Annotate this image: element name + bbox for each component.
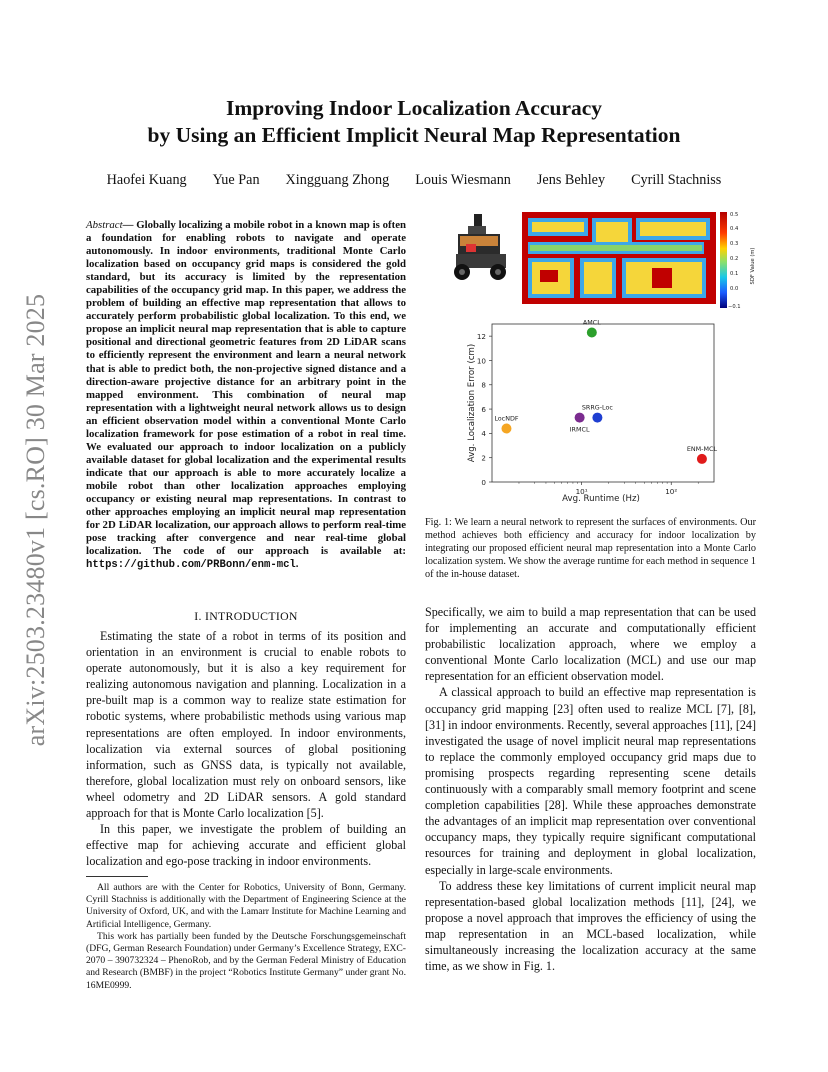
abstract-end: . — [295, 558, 299, 571]
footnotes — [86, 882, 406, 992]
section-heading: I. INTRODUCTION — [194, 609, 298, 623]
paragraph: In this paper, we investigate the problem of building an effective map for achieving accurate and efficient global localization and ego-pose tracking in indoor environments. — [86, 822, 406, 869]
title-line-2: by Using an Efficient Implicit Neural Map Representation — [147, 123, 681, 147]
colorbar-tick: 0.0 — [730, 286, 739, 292]
data-point — [575, 413, 585, 423]
colorbar-tick: 0.4 — [730, 226, 739, 232]
y-tick-label: 10 — [476, 356, 486, 366]
paragraph: Estimating the state of a robot in terms of its position and orientation in an environment is crucial to enable robots to operate autonomously, but it is also a key requirement for realizing autonomous navigation and planning. Localization in a pre-built map is a common way to realize state estimation for robotic systems, where probabilistic methods using various map representations are often employed. In indoor environments, localization via external sources of global positioning information, such as GNSS data, is typically not available, therefore, global localization must rely on onboard sensors, like wheel odometry and 2D LiDAR sensors. A gold standard approach for that is Monte Carlo localization [5]. — [86, 629, 406, 821]
y-tick-label: 4 — [481, 429, 486, 439]
author: Xingguang Zhong — [285, 172, 390, 188]
paragraph: To address these key limitations of current implicit neural map representation-based global localization methods [11], [24], we propose a novel approach that improves the efficiency of using the map representation in an MCL-based localization, while simultaneously increasing the localization accuracy at the same time, as we show in Fig. 1. — [425, 878, 756, 974]
point-label: ENM-MCL — [686, 444, 718, 453]
colorbar-tick: 0.1 — [730, 271, 739, 277]
y-tick-label: 6 — [481, 404, 486, 414]
y-tick-label: 2 — [481, 453, 486, 463]
author: Haofei Kuang — [106, 172, 187, 188]
colorbar-tick: 0.5 — [730, 212, 739, 218]
x-tick-label: 10² — [665, 487, 678, 496]
chart-layer — [477, 319, 718, 496]
figure-robot-and-map — [440, 204, 760, 312]
author: Jens Behley — [536, 172, 606, 188]
footnote-rule — [86, 876, 148, 877]
y-tick-label: 0 — [481, 477, 486, 487]
data-point — [501, 424, 511, 434]
title-line-1: Improving Indoor Localization Accuracy — [225, 96, 603, 120]
paragraph: A classical approach to build an effective map representation is occupancy grid mapping [23] often used to realize MCL [7], [8], [31] in indoor environments. Recently, several approaches [11], [24] investigated the usage of novel implicit neural map representations to replace the commonly employed occupancy grid maps due to promising prospects regarding representing scene details continuously with a comparably small memory footprint and scene completion capabilities [28]. While these approaches demonstrate the advantages of an implicit map representation over conventional occupancy maps, they typically require significant computational resources for training and deployment in global localization, especially in large-scale environments. — [425, 685, 756, 877]
data-point — [592, 413, 602, 423]
colorbar-tick: 0.3 — [730, 241, 739, 247]
scatter-chart — [462, 318, 722, 508]
arxiv-stamp — [16, 285, 56, 755]
abstract — [86, 219, 406, 572]
figure-caption: Fig. 1: We learn a neural network to represent the surfaces of environments. Our method achieves both efficiency and accuracy for indoor localization by integrating our proposed efficient neural map representation into a Monte Carlo localization system. We show the average runtime for each method in sequence 1 of the in-house dataset. — [425, 517, 756, 581]
abstract-label: Abstract — [86, 219, 123, 231]
author: Yue Pan — [212, 172, 260, 188]
x-axis-label: Avg. Runtime (Hz) — [562, 494, 640, 504]
point-label: AMCL — [582, 318, 601, 327]
code-link[interactable]: https://github.com/PRBonn/enm-mcl — [86, 559, 296, 572]
colorbar-tick: −0.1 — [728, 304, 741, 310]
point-label: LocNDF — [494, 414, 519, 423]
author: Louis Wiesmann — [415, 172, 511, 188]
sdf-colorbar — [720, 212, 727, 308]
y-tick-label: 12 — [476, 331, 486, 341]
author-list — [90, 172, 738, 189]
author: Cyrill Stachniss — [631, 172, 722, 188]
paper-title — [100, 95, 728, 149]
data-point — [697, 454, 707, 464]
paragraph: Specifically, we aim to build a map representation that can be used for implementing an accurate and computationally efficient probabilistic localization approach, where we employ a conventional Monte Carlo localization (MCL) and use our map representation for an efficient observation model. — [425, 605, 756, 684]
sdf-map — [522, 212, 716, 304]
point-label: SRRG-Loc — [581, 403, 613, 412]
left-column-text — [86, 628, 406, 869]
footnote: This work has partially been funded by the Deutsche Forschungsgemeinschaft (DFG, German Research Foundation) under Germany’s Excellence Strategy, EXC-2070 – 390732324 – PhenoRob, and by the German Federal Ministry of Education and Research (BMBF) in the project “Robotics Institute Germany” under grant No. 16ME0999. — [86, 930, 406, 991]
right-column-text — [425, 604, 756, 974]
abstract-text: — Globally localizing a mobile robot in a known map is often a foundation for enabling robots to navigate and operate autonomously. In indoor environments, traditional Monte Carlo localization based on occupancy grid maps is considered the gold standard, but its accuracy is limited by the representation capabilities of the occupancy grid map. In this paper, we address the problem of building an effective map representation that allows to accurately perform probabilistic global localization. To this end, we propose an implicit neural map representation that is able to capture positional and directional geometric features from 2D LiDAR scans to efficiently represent the environment and learn a neural network that is able to predict both, the non-projective signed distance and a direction-aware projective distance for an arbitrary point in the mapped environment. This combination of neural map representation with a lightweight neural network allows us to design an efficient observation model within a conventional Monte Carlo localization framework for pose estimation of a robot in real time. We evaluated our approach to indoor localization on a publicly available dataset for global localization and the experimental results indicate that our approach is able to more accurately localize a mobile robot than other localization approaches employing occupancy or existing neural map representations. In contrast to other approaches employing an implicit neural map representation for 2D LiDAR localization, our approach allows to perform real-time pose tracking after convergence and near real-time global localization. The code of our approach is available at: — [86, 219, 406, 558]
colorbar-label: SDF Value (m) — [750, 247, 756, 285]
arxiv-id: arXiv:2503.23480v1 [cs.RO] 30 Mar 2025 — [21, 293, 50, 747]
y-axis-label: Avg. Localization Error (cm) — [467, 343, 477, 463]
colorbar-tick: 0.2 — [730, 256, 739, 262]
robot-illustration — [454, 214, 506, 280]
data-point — [587, 328, 597, 338]
point-label: IRMCL — [569, 425, 590, 434]
y-tick-label: 8 — [481, 380, 486, 390]
footnote: All authors are with the Center for Robotics, University of Bonn, Germany. Cyrill Stachniss is additionally with the Department of Engineering Science at the University of Oxford, UK, and with the Lamarr Institute for Machine Learning and Artificial Intelligence, Germany. — [86, 882, 406, 930]
x-tick-label: 10¹ — [575, 487, 588, 496]
